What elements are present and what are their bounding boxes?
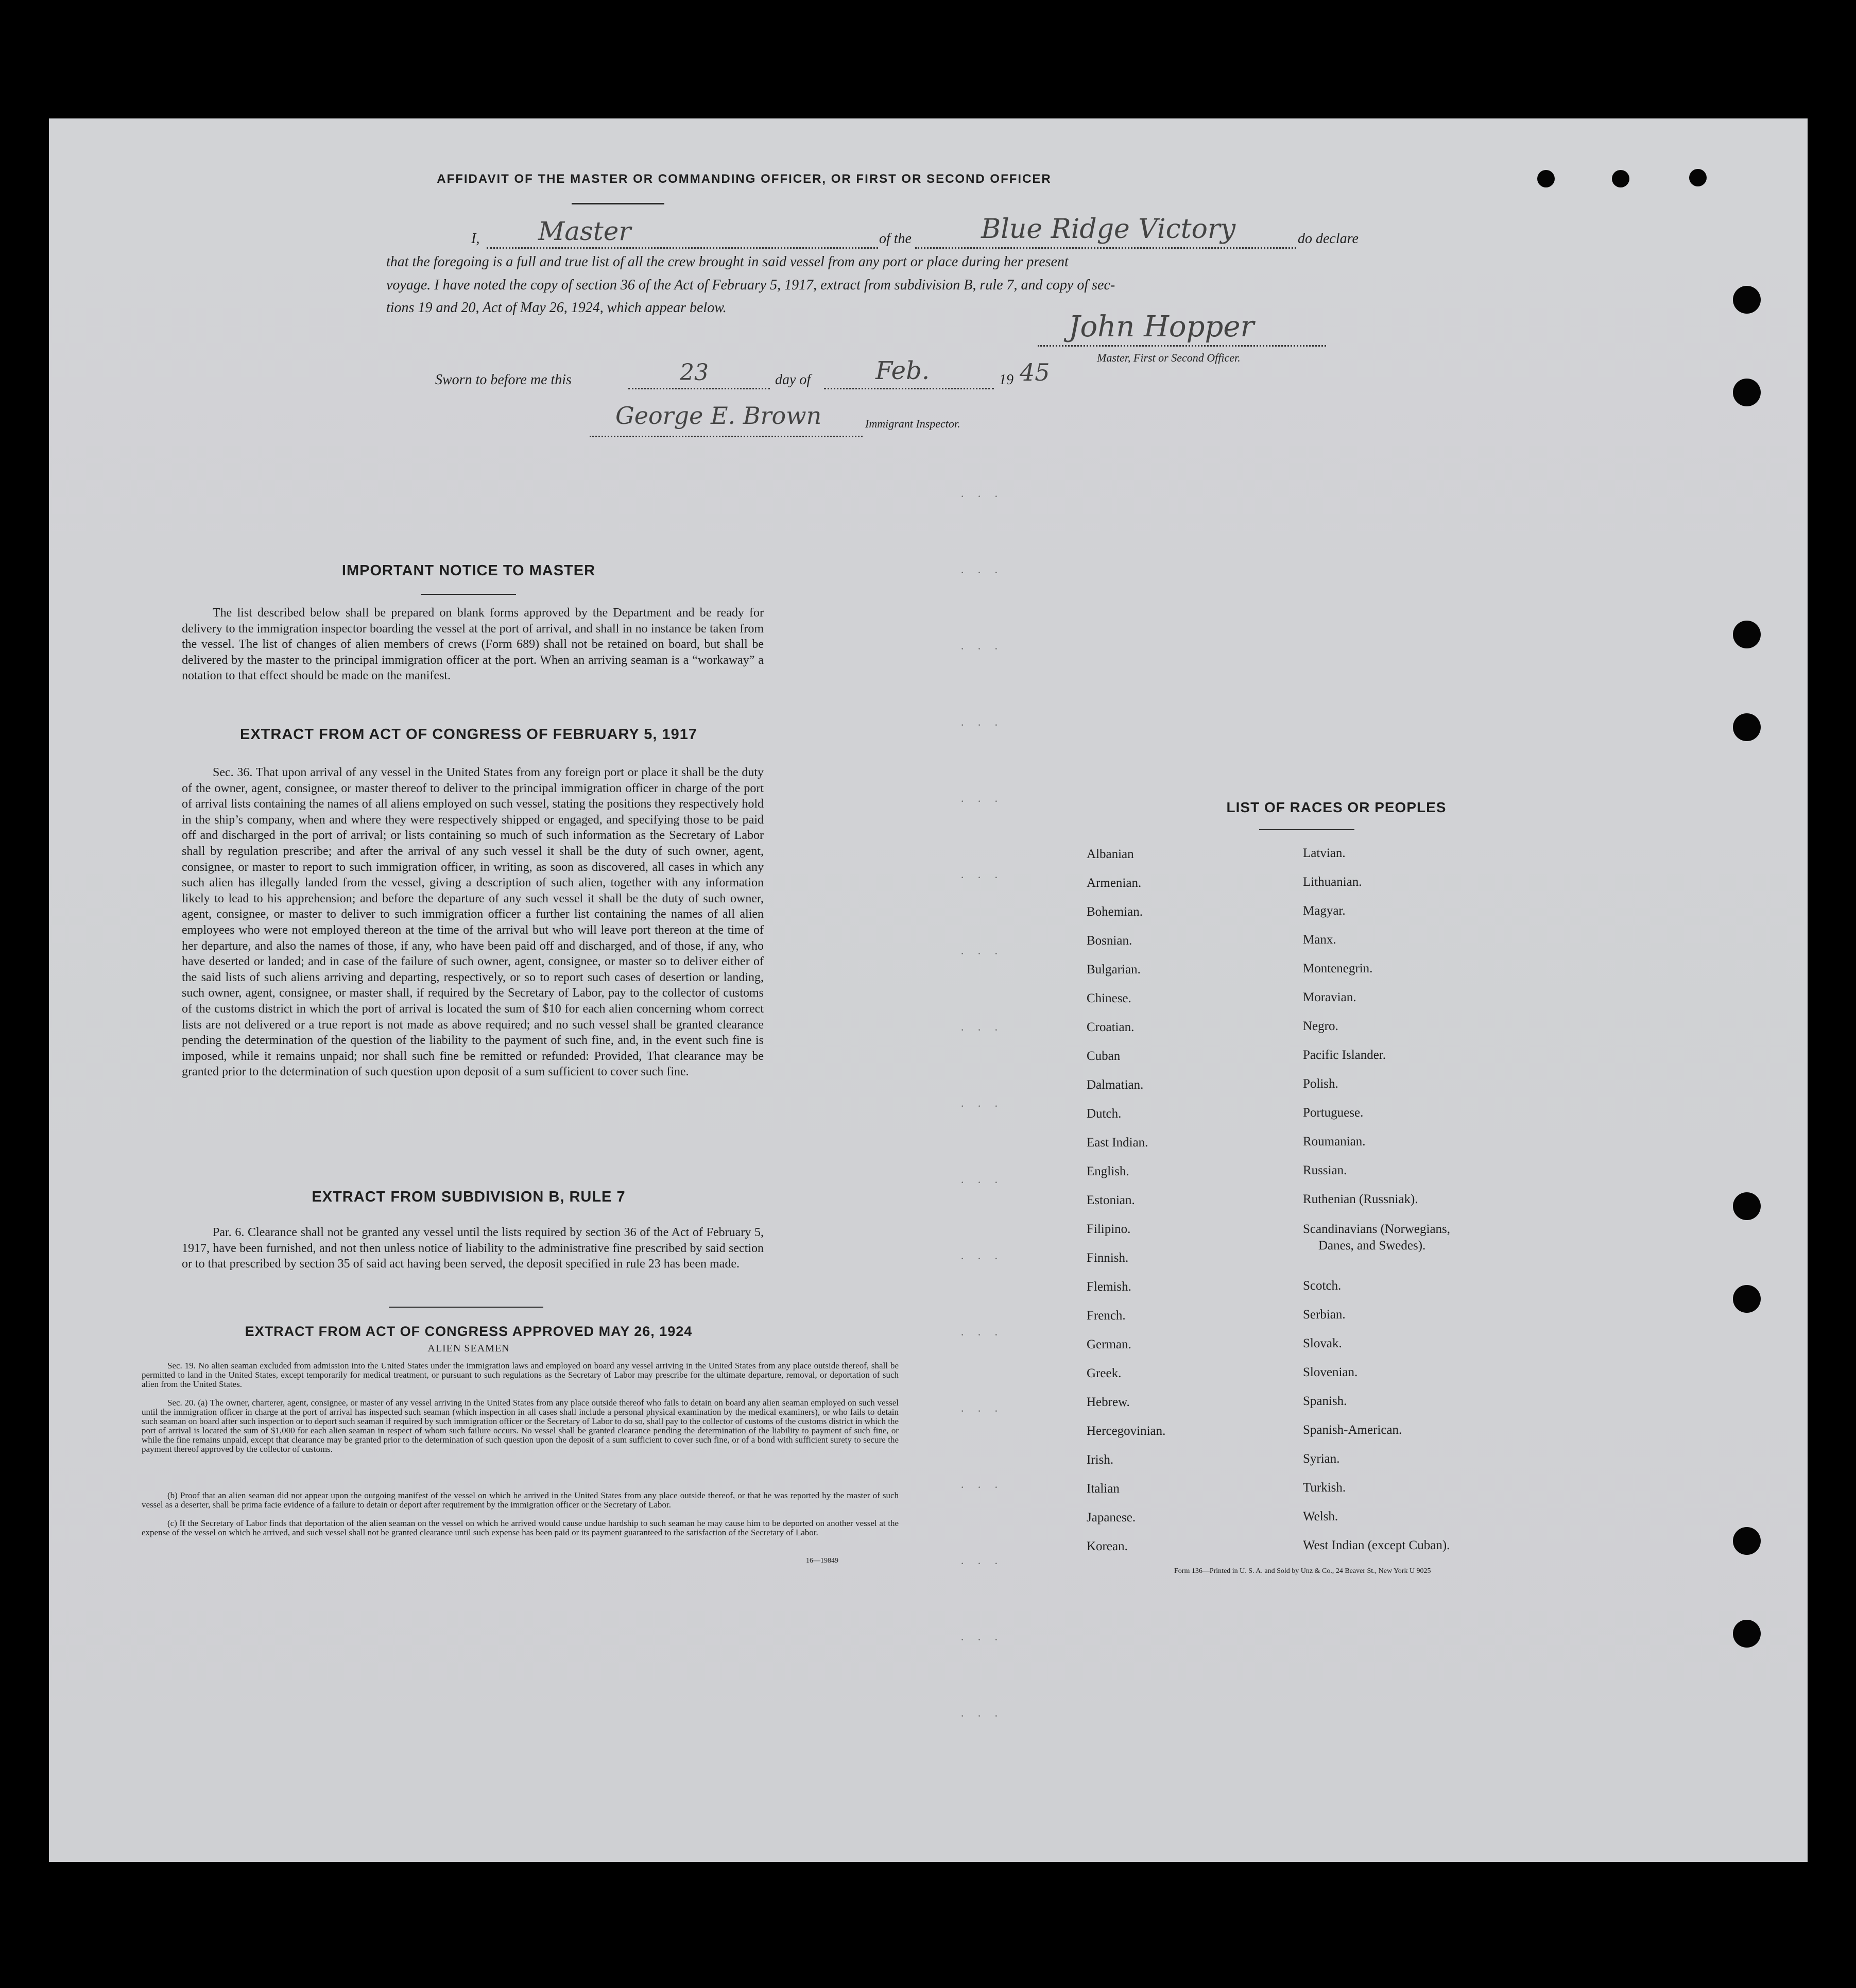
race-item: Welsh. xyxy=(1303,1510,1338,1523)
race-item: Italian xyxy=(1087,1482,1120,1496)
race-item: Latvian. xyxy=(1303,846,1346,860)
master-handwritten: Master xyxy=(538,216,631,246)
printer-footer: Form 136—Printed in U. S. A. and Sold by Unz & Co., 24 Beaver St., New York U 9025 xyxy=(1174,1567,1431,1575)
day-handwritten: 23 xyxy=(680,359,709,386)
race-item: Scotch. xyxy=(1303,1279,1342,1293)
race-item: Hercegovinian. xyxy=(1087,1424,1166,1438)
punch-hole xyxy=(1537,170,1555,187)
race-item: Hebrew. xyxy=(1087,1395,1130,1409)
race-item: Chinese. xyxy=(1087,991,1131,1005)
race-item: West Indian (except Cuban). xyxy=(1303,1538,1450,1552)
race-item: Scandinavians (Norwegians, xyxy=(1303,1222,1451,1236)
race-item: English. xyxy=(1087,1164,1129,1178)
rule-7-title: EXTRACT FROM SUBDIVISION B, RULE 7 xyxy=(312,1189,626,1205)
race-item: Armenian. xyxy=(1087,876,1142,890)
race-item: German. xyxy=(1087,1338,1131,1351)
race-item: Serbian. xyxy=(1303,1308,1346,1322)
race-item: Danes, and Swedes). xyxy=(1318,1239,1426,1253)
race-item: Moravian. xyxy=(1303,990,1356,1004)
affidavit-line-4: tions 19 and 20, Act of May 26, 1924, which appear below. xyxy=(386,300,727,316)
race-item: Japanese. xyxy=(1087,1511,1136,1524)
race-item: French. xyxy=(1087,1309,1126,1323)
sec-20c-text: (c) If the Secretary of Labor finds that deportation of the alien seaman on the vessel on which he arrived would cause undue hardship to such seaman he may cause him to be deported on another vessel at the expense of the vessel on which he arrived, and such vessel shall not be granted clearance until such expense has been paid or its payment guaranteed to the satisfaction of the Secretary of Labor. xyxy=(142,1518,899,1537)
do-declare-label: do declare xyxy=(1298,231,1359,247)
race-item: Cuban xyxy=(1087,1049,1121,1063)
notice-body: The list described below shall be prepared on blank forms approved by the Department and be ready for delivery to the immigration inspector boarding the vessel at the port of arrival, and shall in no instance be taken from the vessel. The list of changes of alien members of crews (Form 689) shall not be retained on board, but shall be delivered by the master to the principal immigration officer at the port. When an arriving seaman is a “workaway” a notation to that effect should be made on the manifest. xyxy=(182,606,764,683)
race-item: Flemish. xyxy=(1087,1280,1131,1294)
race-item: Russian. xyxy=(1303,1163,1347,1177)
sworn-label: Sworn to before me this xyxy=(435,372,572,388)
race-item: Manx. xyxy=(1303,933,1336,947)
punch-hole xyxy=(1689,169,1707,186)
race-item: Ruthenian (Russniak). xyxy=(1303,1192,1418,1206)
signature-handwritten: John Hopper xyxy=(1069,310,1254,344)
act-1924-subtitle: ALIEN SEAMEN xyxy=(427,1343,510,1354)
punch-hole xyxy=(1733,379,1761,406)
race-item: Montenegrin. xyxy=(1303,962,1373,975)
affidavit-line-2: that the foregoing is a full and true list of all the crew brought in said vessel from any port or place during her present xyxy=(386,254,1069,270)
sec-20b-text: (b) Proof that an alien seaman did not appear upon the outgoing manifest of the vessel on which he arrived in the United States from any place outside thereof, or that he was reported by the master of such vessel as a deserter, shall be prima facie evidence of a failure to detain or deport after requirement by the immigration officer or the Secretary of Labor. xyxy=(142,1490,899,1510)
punch-hole xyxy=(1733,1620,1761,1648)
race-item: Syrian. xyxy=(1303,1452,1340,1466)
affidavit-title: AFFIDAVIT OF THE MASTER OR COMMANDING OFFICER, OR FIRST OR SECOND OFFICER xyxy=(437,172,1052,186)
punch-hole xyxy=(1733,621,1761,648)
punch-hole xyxy=(1612,170,1629,187)
sec-20a-text: Sec. 20. (a) The owner, charterer, agent, consignee, or master of any vessel arriving in the United States from any place outside thereof who fails to detain on board any alien seaman employed on such vessel until the immigration officer in charge at the port of arrival has inspected such seaman (which inspection in all cases shall include a personal physical examination by the medical examiners), or who fails to detain such seaman on board after such inspection or to deport such seaman if required by such immigration officer or the Secretary of Labor to do so, shall pay to the collector of customs of the customs district in which the port of arrival is located the sum of $1,000 for each alien seaman in respect of whom such failure occurs. No vessel shall be granted clearance pending the determination of the liability to payment of such fine, or while the fine remains unpaid, except that clearance may be granted prior to the determination of such question upon the deposit of a sum sufficient to cover such fine, or of a bond with sufficient surety to secure the payment thereof approved by the collector of customs. xyxy=(142,1398,899,1454)
form-code: 16—19849 xyxy=(806,1557,838,1565)
race-item: Slovak. xyxy=(1303,1336,1342,1350)
race-item: Croatian. xyxy=(1087,1020,1135,1034)
race-item: Dalmatian. xyxy=(1087,1078,1144,1092)
race-item: Bulgarian. xyxy=(1087,963,1141,976)
of-the-label: of the xyxy=(879,231,912,247)
vessel-handwritten: Blue Ridge Victory xyxy=(981,214,1236,245)
day-of-label: day of xyxy=(775,372,811,388)
act-1924-title: EXTRACT FROM ACT OF CONGRESS APPROVED MAY 26, 1924 xyxy=(245,1324,693,1339)
race-item: Lithuanian. xyxy=(1303,875,1362,889)
year-handwritten: 45 xyxy=(1020,358,1050,386)
race-item: Pacific Islander. xyxy=(1303,1048,1386,1062)
punch-hole xyxy=(1733,1285,1761,1313)
race-item: East Indian. xyxy=(1087,1136,1148,1150)
race-item: Magyar. xyxy=(1303,904,1346,918)
column-dots: · · · · · · · · · · · · · · · · · · · · · · · · · · · · · · · · · · · · · · · · · · · · · · · · · · · xyxy=(960,490,1003,1722)
race-item: Spanish-American. xyxy=(1303,1423,1402,1437)
notice-title: IMPORTANT NOTICE TO MASTER xyxy=(341,562,596,579)
act-1924-rule xyxy=(389,1307,543,1308)
race-item: Polish. xyxy=(1303,1077,1338,1091)
race-item: Albanian xyxy=(1087,847,1134,861)
act-1917-title: EXTRACT FROM ACT OF CONGRESS OF FEBRUARY 5, 1917 xyxy=(239,726,698,743)
year-prefix: 19 xyxy=(999,372,1013,388)
race-item: Finnish. xyxy=(1087,1251,1129,1265)
race-item: Korean. xyxy=(1087,1539,1128,1553)
signer-label: Master, First or Second Officer. xyxy=(1097,351,1241,364)
race-item: Turkish. xyxy=(1303,1481,1346,1495)
race-item: Greek. xyxy=(1087,1366,1122,1380)
rule-7-body: Par. 6. Clearance shall not be granted any vessel until the lists required by section 36 of the Act of February 5, 1917, have been furnished, and not then unless notice of liability to the administrative fine prescribed by said section or to that prescribed by section 35 of said act having been served, the deposit specified in rule 23 has been made. xyxy=(182,1226,764,1271)
punch-hole xyxy=(1733,1192,1761,1220)
affidavit-line-3: voyage. I have noted the copy of section 36 of the Act of February 5, 1917, extract from subdivision B, rule 7, and copy of sec- xyxy=(386,277,1115,293)
inspector-handwritten: George E. Brown xyxy=(615,402,822,430)
month-handwritten: Feb. xyxy=(875,356,930,385)
race-item: Bohemian. xyxy=(1087,905,1143,919)
race-item: Irish. xyxy=(1087,1453,1114,1467)
races-title: LIST OF RACES OR PEOPLES xyxy=(1226,799,1447,815)
form-page xyxy=(49,118,1808,1862)
race-item: Filipino. xyxy=(1087,1222,1131,1236)
race-item: Spanish. xyxy=(1303,1394,1347,1408)
punch-hole xyxy=(1733,713,1761,741)
race-item: Slovenian. xyxy=(1303,1365,1358,1379)
race-item: Roumanian. xyxy=(1303,1135,1366,1149)
title-rule xyxy=(572,203,664,204)
i-label: I, xyxy=(471,231,480,247)
punch-hole xyxy=(1733,1527,1761,1555)
race-item: Estonian. xyxy=(1087,1193,1135,1207)
race-item: Dutch. xyxy=(1087,1107,1122,1121)
race-item: Portuguese. xyxy=(1303,1106,1364,1120)
sec-19-text: Sec. 19. No alien seaman excluded from admission into the United States under the immigration laws and employed on board any vessel arriving in the United States from any place outside thereof, shall be permitted to land in the United States, except temporarily for medical treatment, or pursuant to such regulations as the Secretary of Labor may prescribe for the ultimate departure, removal, or deportation of such alien from the United States. xyxy=(142,1361,899,1389)
inspector-label: Immigrant Inspector. xyxy=(865,417,960,430)
notice-rule xyxy=(421,594,516,595)
races-rule xyxy=(1259,829,1354,830)
race-item: Bosnian. xyxy=(1087,934,1132,948)
punch-hole xyxy=(1733,286,1761,314)
act-1917-body: Sec. 36. That upon arrival of any vessel in the United States from any foreign port or place it shall be the duty of the owner, agent, consignee, or master thereof to deliver to the principal immigration officer in charge of the port of arrival lists containing the names of all aliens employed on such vessel, stating the positions they respectively hold in the ship’s company, when and where they were respectively shipped or engaged, and specifying those to be paid off and discharged in the port of arrival; or lists containing so much of such information as the Secretary of Labor shall by regulation prescribe; and after the arrival of any such vessel it shall be the duty of such owner, agent, consignee, or master to report to such immigration officer, in writing, as soon as discovered, all cases in which any such alien has illegally landed from the vessel, giving a description of such alien, together with any information likely to lead to his apprehension; and before the departure of any such vessel it shall be the duty of such owner, agent, consignee, or master to deliver to such immigration officer a further list containing the names of all alien employees who were not employed thereon at the time of the arrival but who will leave port thereon at the time of her departure, and also the names of those, if any, who have been paid off and discharged, and of those, if any, who have deserted or landed; and in case of the failure of such owner, agent, consignee, or master so to deliver either of the said lists of such aliens arriving and departing, respectively, or so to report such cases of desertion or landing, such owner, agent, consignee, or master shall, if required by the Secretary of Labor, pay to the collector of customs of the customs district in which the port of arrival is located the sum of $10 for each alien concerning whom correct lists are not delivered or a true report is not made as above required; and no such vessel shall be granted clearance pending the determination of the question of the liability to the payment of such fine, and, in the event such fine is imposed, while it remains unpaid; nor shall such fine be remitted or refunded: Provided, That clearance may be granted prior to the determination of such question upon deposit of a sum sufficient to cover such fine. xyxy=(182,766,764,1079)
race-item: Negro. xyxy=(1303,1019,1338,1033)
